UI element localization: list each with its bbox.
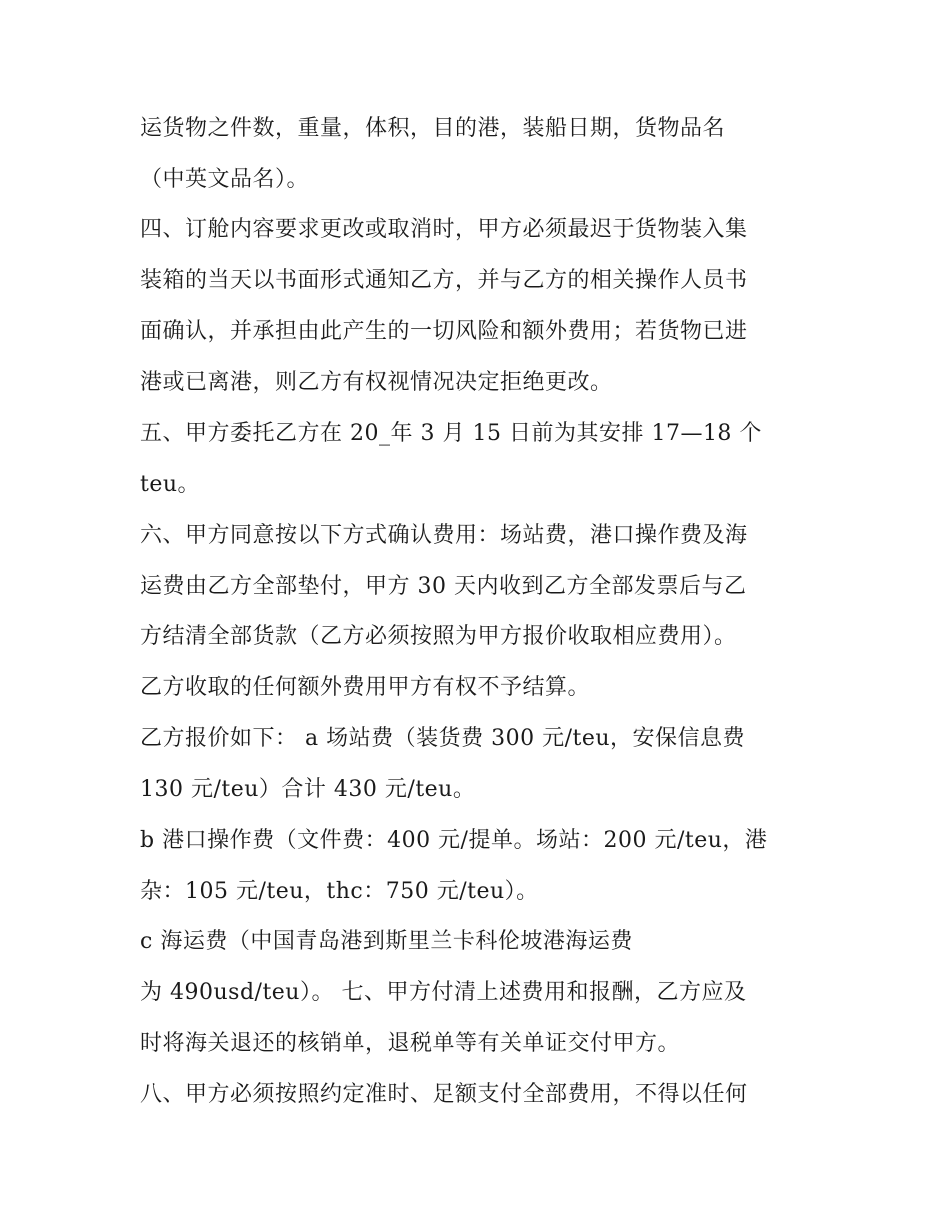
text-line: 130 元/teu）合计 430 元/teu。 xyxy=(140,777,476,802)
text-line: 八、甲方必须按照约定准时、足额支付全部费用，不得以任何 xyxy=(140,1082,748,1107)
text-line: （中英文品名）。 xyxy=(140,167,310,192)
text-line: 为 490usd/teu）。 七、甲方付清上述费用和报酬，乙方应及 xyxy=(140,980,747,1005)
text-line: 六、甲方同意按以下方式确认费用：场站费，港口操作费及海 xyxy=(140,523,748,548)
text-line: 运费由乙方全部垫付，甲方 30 天内收到乙方全部发票后与乙 xyxy=(140,574,747,599)
text-line: teu。 xyxy=(140,472,201,497)
text-line: 面确认，并承担由此产生的一切风险和额外费用；若货物已进 xyxy=(140,319,748,344)
text-line: 运货物之件数，重量，体积，目的港，装船日期，货物品名 xyxy=(140,116,726,141)
text-line: 时将海关退还的核销单，退税单等有关单证交付甲方。 xyxy=(140,1031,681,1056)
text-line: 杂：105 元/teu，thc：750 元/teu）。 xyxy=(140,879,539,904)
text-line: 乙方收取的任何额外费用甲方有权不予结算。 xyxy=(140,675,591,700)
text-line: c 海运费（中国青岛港到斯里兰卡科伦坡港海运费 xyxy=(140,929,633,954)
text-line: 五、甲方委托乙方在 20_年 3 月 15 日前为其安排 17—18 个 xyxy=(140,421,762,446)
text-line: 装箱的当天以书面形式通知乙方，并与乙方的相关操作人员书 xyxy=(140,268,748,293)
text-line: 四、订舱内容要求更改或取消时，甲方必须最迟于货物装入集 xyxy=(140,217,748,242)
text-line: 港或已离港，则乙方有权视情况决定拒绝更改。 xyxy=(140,370,613,395)
text-line: 乙方报价如下： a 场站费（装货费 300 元/teu，安保信息费 xyxy=(140,726,746,751)
text-line: 方结清全部货款（乙方必须按照为甲方报价收取相应费用）。 xyxy=(140,624,737,649)
text-line: b 港口操作费（文件费：400 元/提单。场站：200 元/teu，港 xyxy=(140,828,768,853)
